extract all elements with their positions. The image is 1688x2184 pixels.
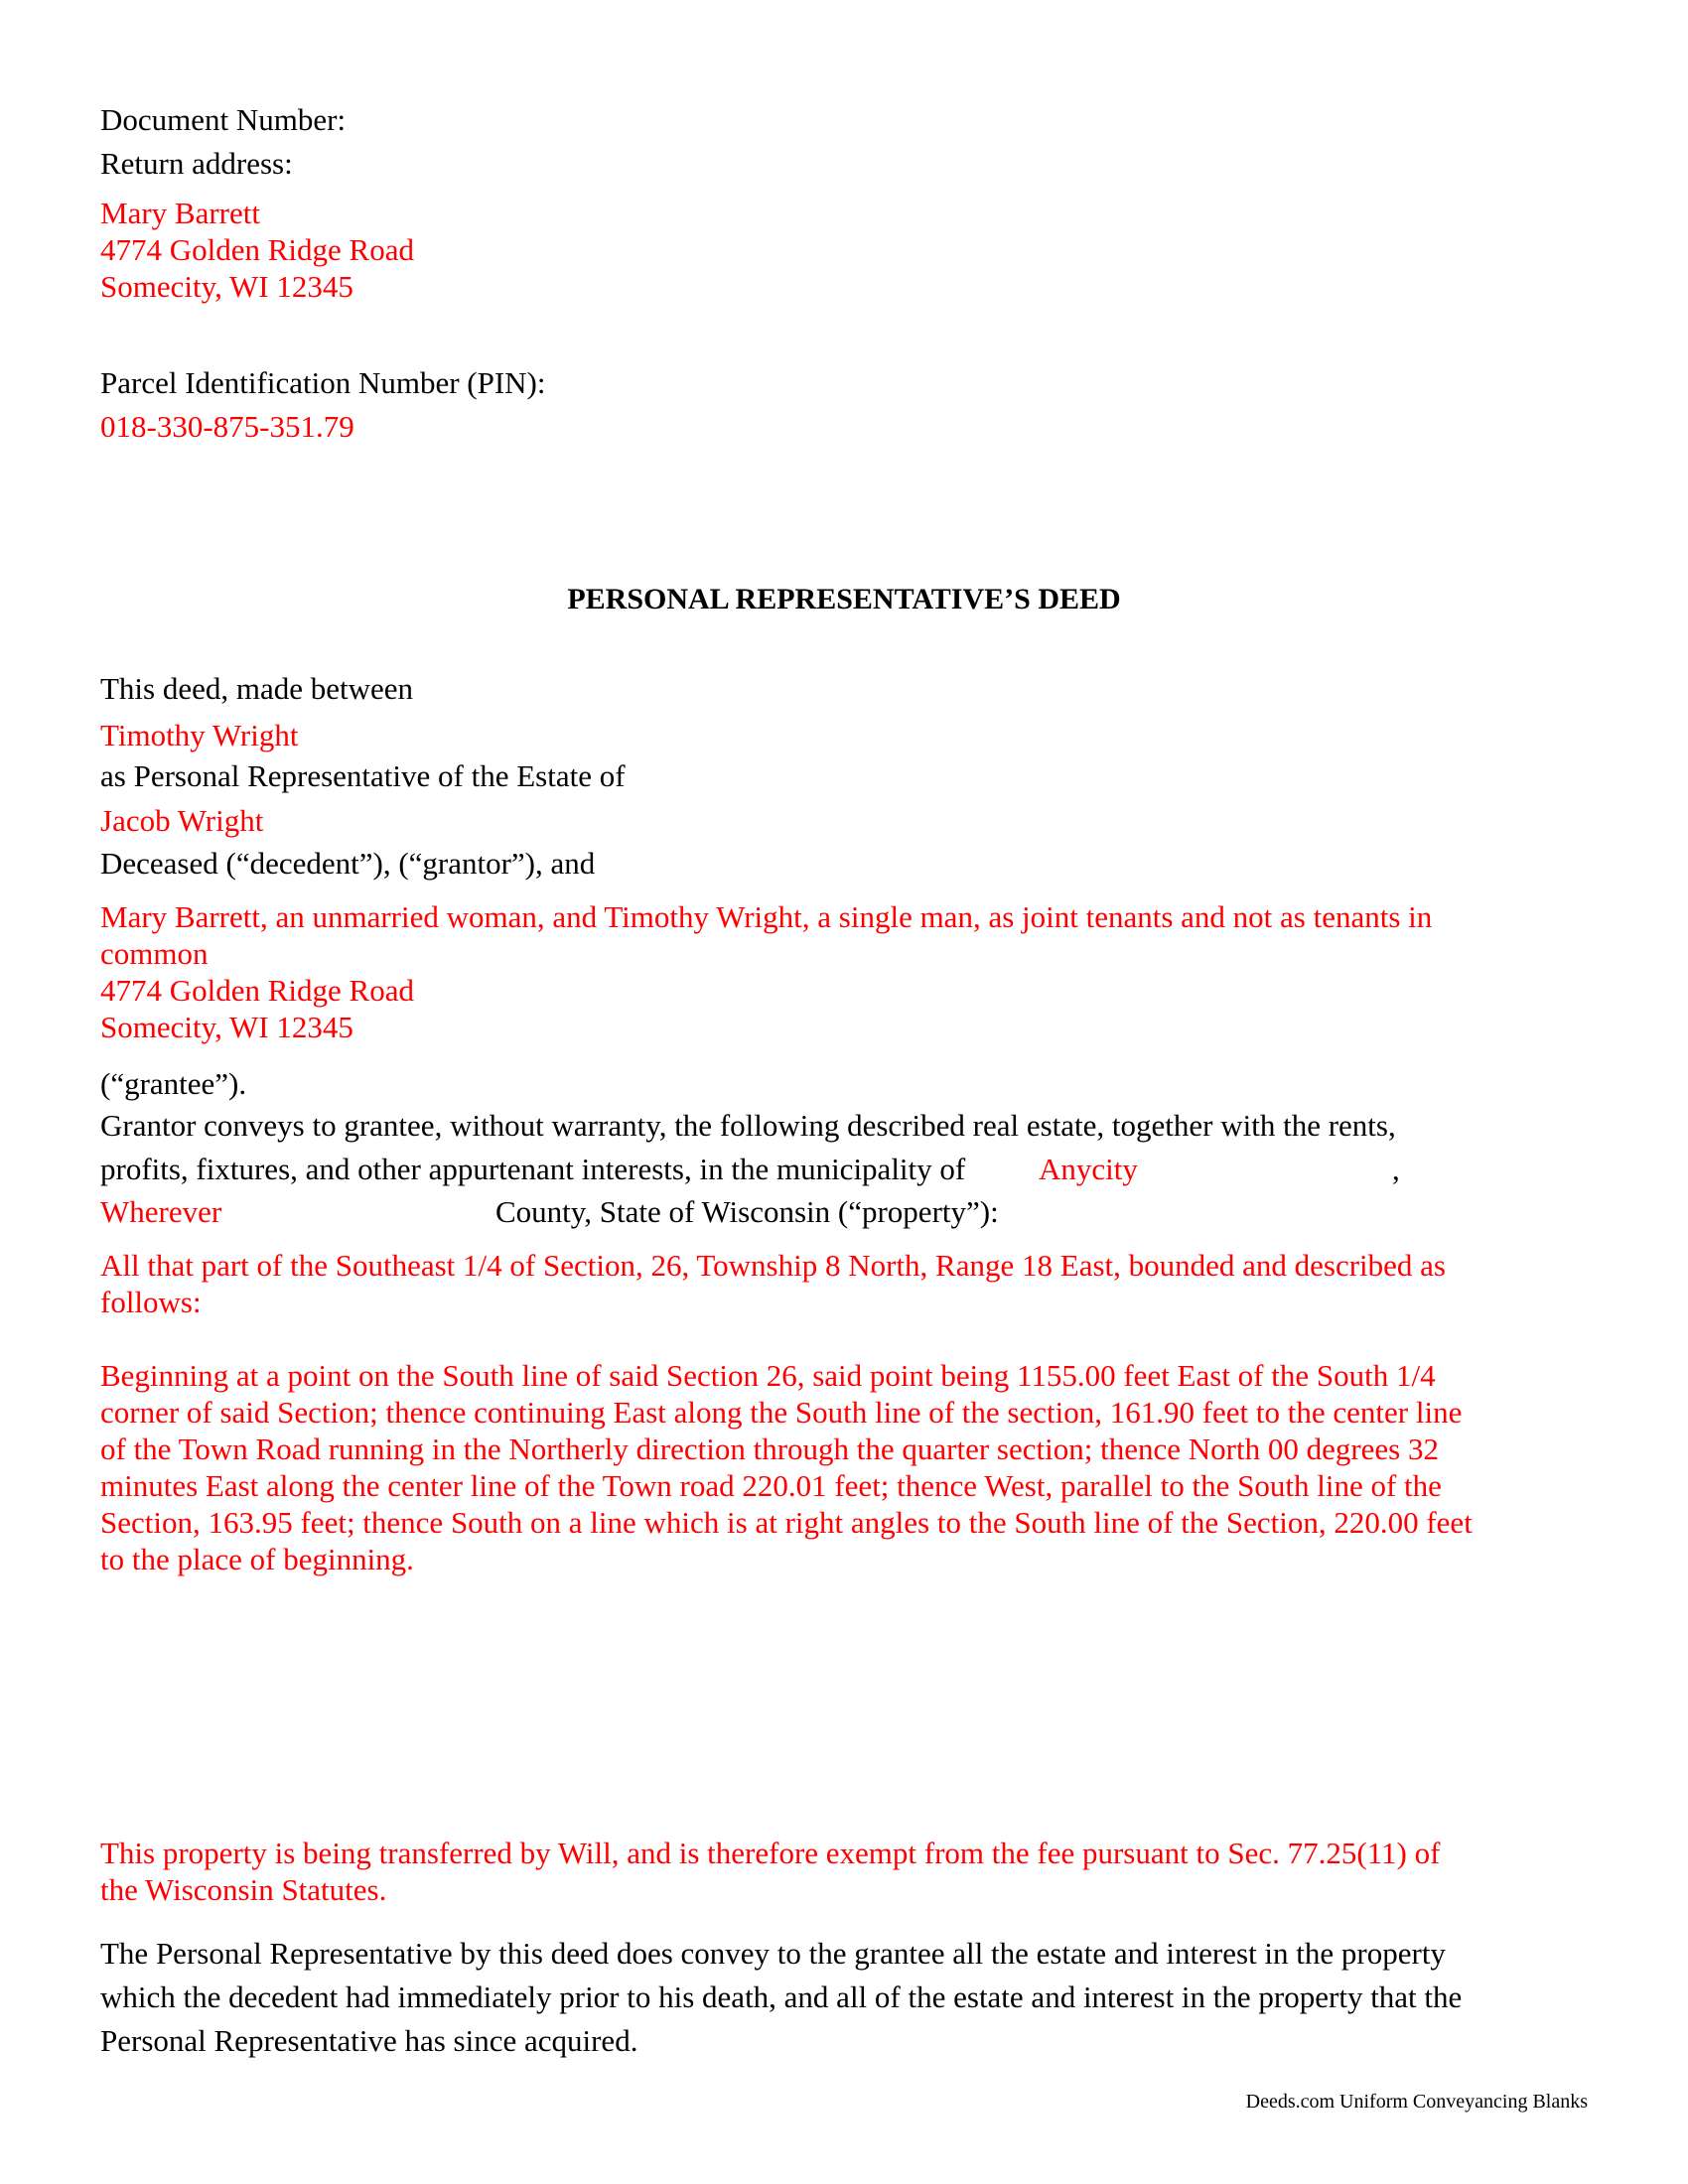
representative-role: as Personal Representative of the Estate of: [100, 758, 626, 793]
legal-description-body: [100, 1357, 1590, 1577]
legal-line: All that part of the Southeast 1/4 of Section, 26, Township 8 North, Range 18 East, bounded and described as: [100, 1248, 1446, 1283]
county-value: Wherever: [100, 1194, 222, 1229]
municipality-value: Anycity: [1039, 1152, 1138, 1186]
decedent-suffix: Deceased (“decedent”), (“grantor”), and: [100, 846, 596, 881]
exemption-statement: [100, 1835, 1590, 1908]
legal-line: Beginning at a point on the South line of said Section 26, said point being 1155.00 feet East of the South 1/4: [100, 1358, 1436, 1393]
representative-name: Timothy Wright: [100, 718, 299, 752]
grantee-label: (“grantee”).: [100, 1066, 247, 1101]
pin-value: 018-330-875-351.79: [100, 409, 354, 444]
grantee-names: Mary Barrett, an unmarried woman, and Timothy Wright, a single man, as joint tenants and not as tenants in: [100, 899, 1433, 934]
county-suffix: County, State of Wisconsin (“property”):: [495, 1194, 999, 1229]
legal-line: corner of said Section; thence continuing East along the South line of the section, 161.90 feet to the center line: [100, 1395, 1463, 1430]
legal-line: follows:: [100, 1285, 202, 1319]
closing-statement: [100, 1932, 1590, 2063]
page-footer: Deeds.com Uniform Conveyancing Blanks: [1245, 2091, 1588, 2113]
return-city: Somecity, WI 12345: [100, 269, 353, 304]
deed-title: PERSONAL REPRESENTATIVE’S DEED: [567, 583, 1121, 615]
grantee-block: [100, 898, 1432, 1045]
exemption-line: the Wisconsin Statutes.: [100, 1872, 387, 1907]
return-name: Mary Barrett: [100, 196, 260, 230]
legal-line: to the place of beginning.: [100, 1542, 414, 1576]
legal-line: minutes East along the center line of the Town road 220.01 feet; thence West, parallel to the South line of the: [100, 1468, 1442, 1503]
decedent-name: Jacob Wright: [100, 803, 264, 838]
legal-line: Section, 163.95 feet; thence South on a line which is at right angles to the South line of the Section, 220.00 feet: [100, 1505, 1473, 1540]
municipality-comma: ,: [1392, 1152, 1400, 1186]
legal-line: of the Town Road running in the Northerly direction through the quarter section; thence North 00 degrees 32: [100, 1432, 1439, 1466]
deed-intro: This deed, made between: [100, 671, 414, 706]
conveyance-line1: Grantor conveys to grantee, without warranty, the following described real estate, together with the rents,: [100, 1108, 1396, 1143]
return-street: 4774 Golden Ridge Road: [100, 232, 414, 267]
document-number-label: Document Number:: [100, 102, 347, 137]
exemption-line: This property is being transferred by Will, and is therefore exempt from the fee pursuant to Sec. 77.25(11) of: [100, 1836, 1441, 1870]
grantee-city: Somecity, WI 12345: [100, 1010, 353, 1044]
closing-line: Personal Representative has since acquired.: [100, 2023, 638, 2058]
legal-description-intro: [100, 1247, 1590, 1320]
return-address-label: Return address:: [100, 146, 293, 181]
closing-line: The Personal Representative by this deed does convey to the grantee all the estate and interest in the property: [100, 1936, 1446, 1971]
return-address-block: [100, 195, 414, 305]
conveyance-line2: profits, fixtures, and other appurtenant interests, in the municipality of: [100, 1152, 966, 1186]
grantee-names-cont: common: [100, 936, 209, 971]
pin-label: Parcel Identification Number (PIN):: [100, 365, 546, 400]
closing-line: which the decedent had immediately prior to his death, and all of the estate and interest in the property that the: [100, 1979, 1463, 2014]
grantee-street: 4774 Golden Ridge Road: [100, 973, 414, 1008]
